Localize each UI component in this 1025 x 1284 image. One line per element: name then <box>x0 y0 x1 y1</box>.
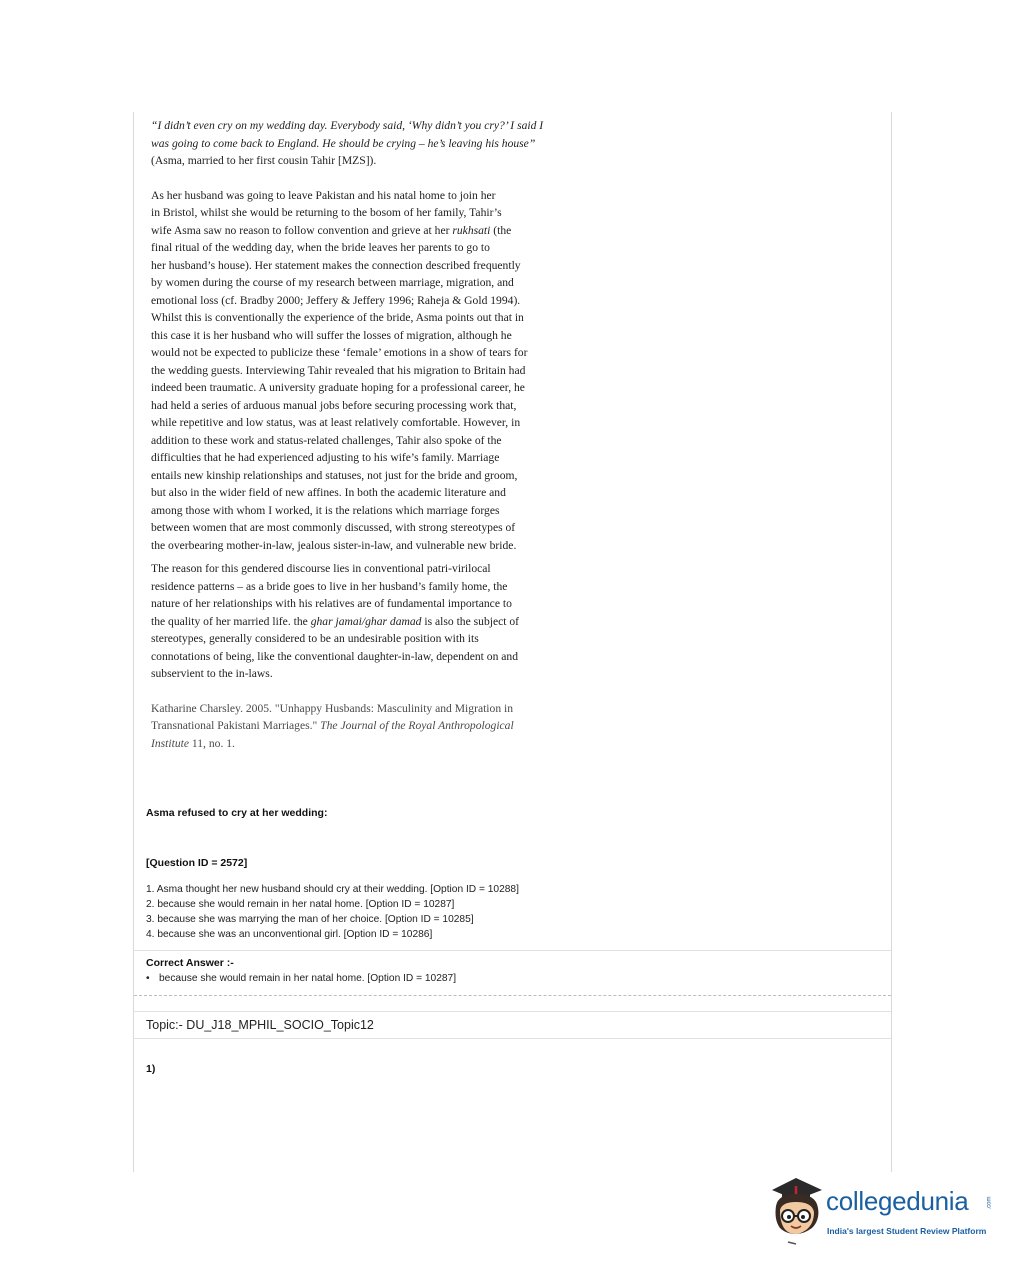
question-title: Asma refused to cry at her wedding: <box>146 807 328 819</box>
passage-line: addition to these work and status-related challenges, Tahir also spoke of the <box>151 433 502 447</box>
passage-line: entails new kinship relationships and statuses, not just for the bride and groom, <box>151 468 518 482</box>
topic-label: Topic:- DU_J18_MPHIL_SOCIO_Topic12 <box>146 1018 374 1032</box>
passage-text: wife Asma saw no reason to follow convention and grieve at her <box>151 223 453 237</box>
passage-line <box>151 613 606 631</box>
correct-answer <box>146 973 456 984</box>
passage-line: this case it is her husband who will suffer the losses of migration, although he <box>151 328 512 342</box>
dotted-divider <box>134 995 891 996</box>
passage-line: indeed been traumatic. A university graduate hoping for a professional career, he <box>151 381 525 394</box>
page-frame-right <box>891 112 892 1172</box>
question-number: 1) <box>146 1063 156 1075</box>
passage-line: by women during the course of my research between marriage, migration, and <box>151 276 514 289</box>
citation-text: Transnational Pakistani Marriages." <box>151 719 321 732</box>
passage-line: in Bristol, whilst she would be returning to the bosom of her family, Tahir’s <box>151 206 502 219</box>
passage-line: while repetitive and low status, was at least relatively comfortable. However, in <box>151 416 521 429</box>
quote-attribution: (Asma, married to her first cousin Tahir [MZS]). <box>151 154 377 167</box>
passage-paragraph-2 <box>151 560 606 683</box>
page-frame-left <box>133 112 134 1172</box>
passage-line: residence patterns – as a bride goes to live in her husband’s family home, the <box>151 579 508 593</box>
passage-line: her husband’s house). Her statement makes the connection described frequently <box>151 258 521 272</box>
divider <box>134 950 891 951</box>
option-item: 2. because she would remain in her natal home. [Option ID = 10287] <box>146 899 455 910</box>
quote-line-2: was going to come back to England. He should be crying – he’s leaving his house” <box>151 136 536 150</box>
correct-answer-text: because she would remain in her natal home. [Option ID = 10287] <box>159 973 457 984</box>
passage-paragraph-1 <box>151 187 606 555</box>
passage-line: connotations of being, like the conventional daughter-in-law, dependent on and <box>151 649 519 663</box>
passage-line <box>151 222 606 240</box>
passage-line: between women that are most commonly discussed, with strong stereotypes of <box>151 521 516 534</box>
passage-line: The reason for this gendered discourse lies in conventional patri-virilocal <box>151 562 491 575</box>
ghar-jamai-term: ghar jamai/ghar damad <box>310 614 422 628</box>
options-list <box>146 882 519 942</box>
citation-text: 11, no. 1. <box>189 736 235 750</box>
option-item: 3. because she was marrying the man of her choice. [Option ID = 10285] <box>146 914 474 925</box>
rukhsati-term: rukhsati <box>452 223 491 237</box>
citation-line: Katharine Charsley. 2005. "Unhappy Husbands: Masculinity and Migration in <box>151 701 514 715</box>
reading-passage <box>151 117 606 752</box>
citation-journal: The Journal of the Royal Anthropological <box>320 719 514 732</box>
passage-line: had held a series of arduous manual jobs before securing processing work that, <box>151 398 517 412</box>
logo-wordmark: collegedunia <box>826 1186 969 1216</box>
passage-citation <box>151 700 606 753</box>
passage-line: final ritual of the wedding day, when the bride leaves her parents to go to <box>151 241 490 254</box>
bullet-icon: • <box>146 973 150 984</box>
passage-line: emotional loss (cf. Bradby 2000; Jeffery & Jeffery 1996; Raheja & Gold 1994). <box>151 293 521 307</box>
passage-line: As her husband was going to leave Pakistan and his natal home to join her <box>151 188 496 202</box>
passage-line: among those with whom I worked, it is the relations which marriage forges <box>151 503 500 517</box>
student-mascot-icon <box>766 1176 828 1246</box>
correct-answer-label: Correct Answer :- <box>146 957 234 969</box>
passage-text: (the <box>490 223 512 237</box>
question-id: [Question ID = 2572] <box>146 857 248 869</box>
passage-text: the quality of her married life. the <box>151 614 311 628</box>
quote-line-1: “I didn’t even cry on my wedding day. Everybody said, ‘Why didn’t you cry?’ I said I <box>151 119 544 132</box>
passage-line: difficulties that he had experienced adjusting to his wife’s family. Marriage <box>151 451 500 464</box>
citation-line <box>151 735 606 753</box>
citation-line <box>151 717 606 735</box>
passage-text: is also the subject of <box>421 614 520 628</box>
divider <box>134 1011 891 1012</box>
collegedunia-logo <box>766 1176 996 1246</box>
divider <box>134 1038 891 1039</box>
passage-line: the overbearing mother-in-law, jealous sister-in-law, and vulnerable new bride. <box>151 538 517 552</box>
passage-line: the wedding guests. Interviewing Tahir revealed that his migration to Britain had <box>151 363 526 377</box>
logo-suffix: .com <box>986 1196 993 1210</box>
option-item: 1. Asma thought her new husband should cry at their wedding. [Option ID = 10288] <box>146 884 519 895</box>
logo-tagline: India's largest Student Review Platform <box>827 1226 987 1236</box>
passage-line: subservient to the in-laws. <box>151 667 273 680</box>
option-item: 4. because she was an unconventional girl. [Option ID = 10286] <box>146 929 433 940</box>
passage-line: nature of her relationships with his relatives are of fundamental importance to <box>151 597 512 610</box>
passage-line: stereotypes, generally considered to be an undesirable position with its <box>151 632 479 645</box>
passage-line: would not be expected to publicize these ‘female’ emotions in a show of tears for <box>151 346 528 359</box>
passage-line: but also in the wider field of new affines. In both the academic literature and <box>151 486 506 499</box>
passage-line: Whilst this is conventionally the experience of the bride, Asma points out that in <box>151 311 524 324</box>
citation-journal: Institute <box>151 736 189 750</box>
